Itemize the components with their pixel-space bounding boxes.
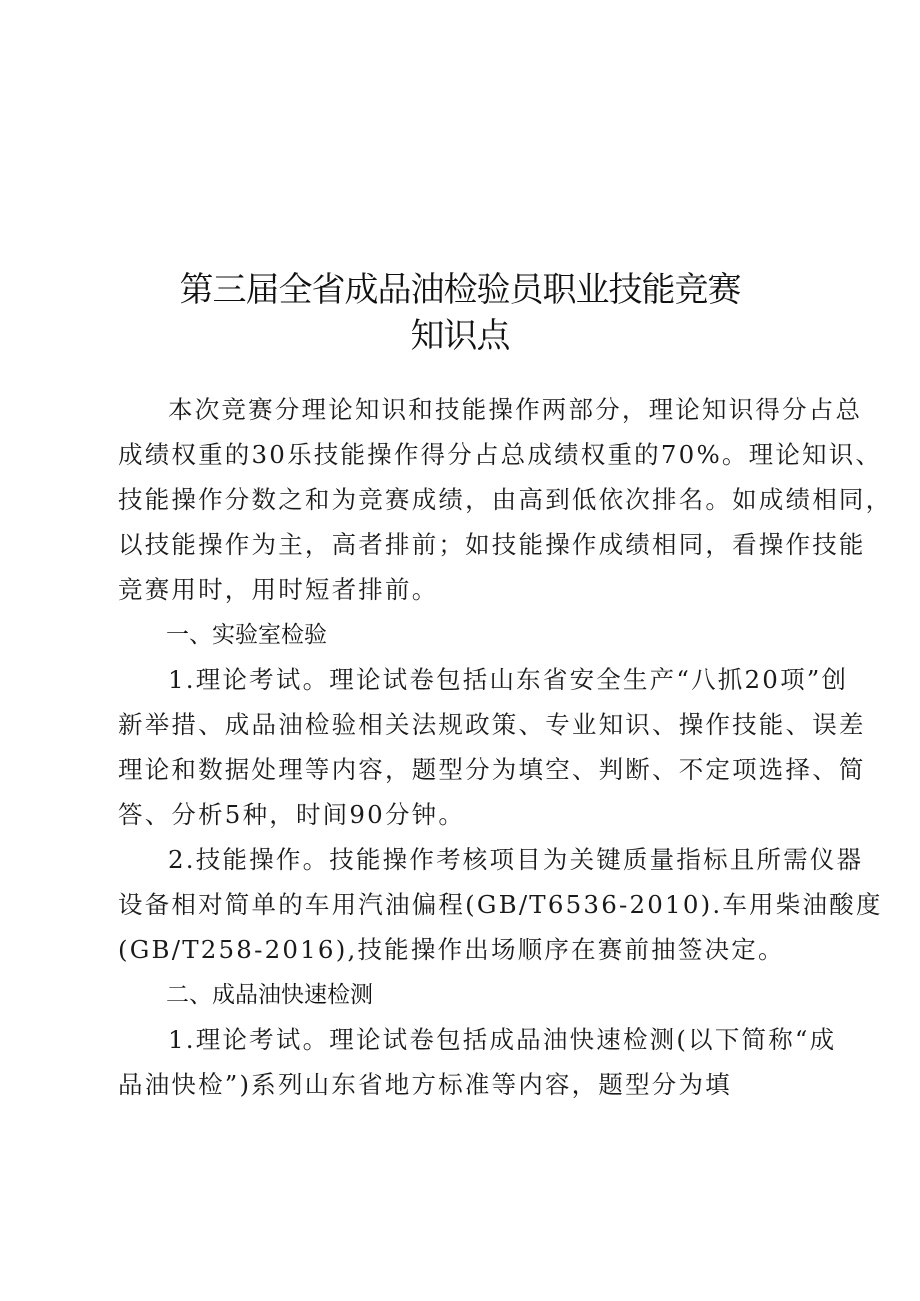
document-title-line-2: 知识点	[410, 316, 510, 356]
intro-line-2: 成绩权重的30乐技能操作得分占总成绩权重的70%。理论知识、	[118, 440, 883, 469]
section-2-item-1-line-2: 品油快检”)系列山东省地方标准等内容，题型分为填	[118, 1070, 732, 1099]
section-1-item-2-line-2: 设备相对简单的车用汽油偏程(GB/T6536-2010).车用柴油酸度	[118, 890, 883, 919]
intro-line-4: 以技能操作为主，高者排前；如技能操作成绩相同，看操作技能	[118, 530, 866, 559]
intro-line-3: 技能操作分数之和为竞赛成绩，由高到低依次排名。如成绩相同，	[118, 485, 893, 514]
intro-line-1: 本次竞赛分理论知识和技能操作两部分，理论知识得分占总	[168, 395, 863, 424]
section-2-heading: 二、成品油快速检测	[166, 982, 373, 1008]
section-1-item-1-line-3: 理论和数据处理等内容，题型分为填空、判断、不定项选择、简	[118, 755, 866, 784]
section-1-item-1-line-4: 答、分析5种，时间90分钟。	[118, 800, 466, 829]
section-1-item-2-line-3: (GB/T258-2016),技能操作出场顺序在赛前抽签决定。	[118, 935, 785, 964]
section-2-item-1-line-1: 1.理论考试。理论试卷包括成品油快速检测(以下简称“成	[168, 1025, 837, 1054]
section-1-item-1-line-2: 新举措、成品油检验相关法规政策、专业知识、操作技能、误差	[118, 710, 866, 739]
intro-line-5: 竞赛用时，用时短者排前。	[118, 575, 439, 604]
section-1-item-1-line-1: 1.理论考试。理论试卷包括山东省安全生产“八抓20项”创	[168, 665, 849, 694]
document-title-line-1: 第三届全省成品油检验员职业技能竞赛	[179, 270, 741, 310]
section-1-heading: 一、实验室检验	[166, 622, 327, 648]
section-1-item-2-line-1: 2.技能操作。技能操作考核项目为关键质量指标且所需仪器	[168, 845, 864, 874]
